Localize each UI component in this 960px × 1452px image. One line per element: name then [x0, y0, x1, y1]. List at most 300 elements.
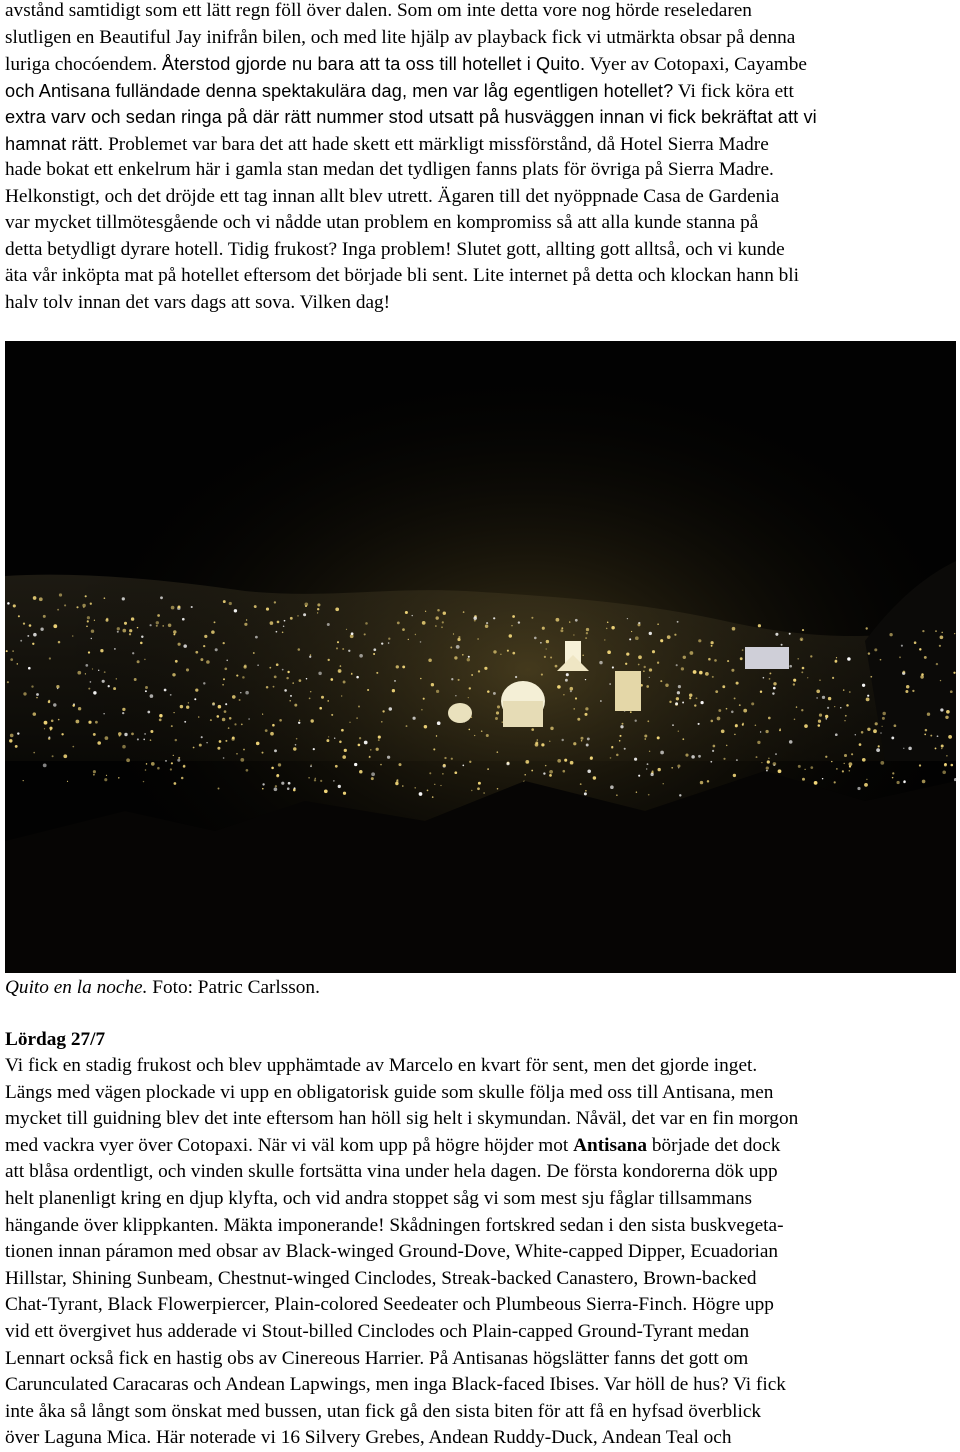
- text-segment: hade bokat ett enkelrum här i gamla stan medan det tydligen fanns plats för övriga på Sierra Madre.: [5, 159, 774, 180]
- city-light: [59, 593, 62, 596]
- city-light: [371, 777, 374, 780]
- city-light: [570, 687, 574, 691]
- city-light: [67, 781, 68, 782]
- city-light: [874, 648, 877, 651]
- city-light: [453, 633, 454, 634]
- city-light: [203, 682, 205, 684]
- city-light: [768, 717, 771, 720]
- city-light: [657, 662, 659, 664]
- city-light: [298, 722, 300, 724]
- city-light: [36, 693, 39, 696]
- text-line: [5, 1292, 774, 1318]
- city-light: [851, 753, 853, 755]
- city-light: [862, 684, 865, 687]
- city-light: [405, 611, 408, 614]
- city-light: [44, 728, 45, 729]
- city-light: [64, 604, 66, 606]
- city-light: [671, 767, 673, 769]
- city-light: [892, 772, 894, 774]
- city-light: [677, 621, 679, 623]
- city-light: [849, 762, 853, 766]
- city-light: [392, 689, 395, 692]
- city-light: [143, 781, 144, 782]
- city-light: [321, 696, 324, 699]
- city-light: [840, 707, 841, 708]
- city-light: [801, 671, 803, 673]
- text-segment: att blåsa ordentligt, och vinden skulle fortsätta vina under hela dagen. De första kondorerna dök upp: [5, 1161, 778, 1183]
- city-light: [254, 605, 257, 608]
- city-light: [223, 642, 225, 644]
- city-light: [649, 668, 652, 671]
- city-light: [85, 664, 88, 667]
- city-light: [497, 705, 500, 708]
- city-light: [739, 704, 741, 706]
- text-segment: började det dock: [647, 1134, 781, 1156]
- city-light: [23, 780, 24, 781]
- city-light: [924, 734, 926, 736]
- city-light: [441, 626, 443, 628]
- city-light: [919, 648, 921, 650]
- city-light: [175, 739, 177, 741]
- city-light: [541, 743, 544, 746]
- city-light: [714, 659, 717, 662]
- city-light: [867, 728, 870, 731]
- city-light: [214, 621, 216, 623]
- city-light: [48, 700, 50, 702]
- text-segment: mycket till guidning blev det inte eftersom han höll sig helt i skymundan. Nåväl, det var en fin morgon: [5, 1108, 799, 1130]
- city-light: [657, 736, 660, 739]
- city-light: [847, 657, 851, 661]
- city-light: [843, 689, 844, 690]
- city-light: [689, 697, 691, 699]
- city-light: [760, 731, 761, 732]
- text-line: [5, 1106, 798, 1132]
- city-light: [170, 694, 172, 696]
- city-light: [849, 691, 851, 693]
- city-light: [331, 714, 333, 716]
- city-light: [763, 677, 765, 679]
- city-light: [274, 749, 277, 752]
- city-light: [218, 705, 222, 709]
- city-light: [677, 764, 680, 767]
- city-light: [290, 695, 292, 697]
- city-light: [33, 712, 37, 716]
- city-light: [48, 736, 50, 738]
- city-light: [700, 701, 703, 704]
- city-light: [443, 764, 446, 767]
- city-light: [634, 758, 637, 761]
- city-light: [734, 697, 736, 699]
- city-light: [836, 657, 837, 658]
- city-light: [570, 690, 572, 692]
- city-light: [755, 725, 757, 727]
- city-light: [222, 718, 226, 722]
- city-light: [690, 651, 694, 655]
- city-light: [23, 692, 26, 695]
- city-light: [765, 730, 768, 733]
- city-light: [527, 762, 528, 763]
- city-light: [378, 739, 380, 741]
- city-light: [63, 754, 67, 758]
- city-light: [244, 664, 247, 667]
- city-light: [944, 763, 947, 766]
- city-light: [467, 658, 470, 661]
- city-light: [606, 628, 608, 630]
- city-light: [270, 732, 274, 736]
- city-light: [487, 768, 489, 770]
- text-segment: Carunculated Caracaras och Andean Lapwings, men inga Black-faced Ibises. Var höll de hus? Vi fick: [5, 1374, 786, 1396]
- city-light: [711, 720, 714, 723]
- city-light: [131, 617, 134, 620]
- city-light: [283, 625, 285, 627]
- city-light: [509, 634, 512, 637]
- city-light: [86, 625, 88, 627]
- city-light: [925, 729, 928, 732]
- city-light: [395, 782, 398, 785]
- city-light: [240, 692, 241, 693]
- city-light: [557, 759, 561, 763]
- city-light: [269, 667, 271, 669]
- city-light: [224, 667, 227, 670]
- city-light: [290, 617, 293, 620]
- city-light: [672, 724, 674, 726]
- city-light: [296, 738, 298, 740]
- city-light: [412, 615, 413, 616]
- city-light: [502, 721, 504, 723]
- city-light: [715, 690, 718, 693]
- city-light: [493, 617, 495, 619]
- city-light: [953, 672, 955, 674]
- city-light: [147, 711, 150, 714]
- city-light: [234, 609, 237, 612]
- city-light: [431, 683, 434, 686]
- city-light: [36, 697, 38, 699]
- city-light: [573, 634, 574, 635]
- city-light: [389, 707, 392, 710]
- city-light: [381, 721, 383, 723]
- text-segment: Helkonstigt, och det dröjde ett tag innan allt blev utrett. Ägaren till det nyöppnade Casa de Gardenia: [5, 185, 780, 207]
- city-light: [698, 639, 701, 642]
- city-light: [57, 609, 59, 611]
- city-light: [647, 763, 649, 765]
- city-light: [927, 713, 930, 716]
- city-light: [742, 649, 744, 651]
- city-light: [436, 616, 439, 619]
- city-light: [134, 678, 137, 681]
- city-light: [346, 629, 347, 630]
- city-light: [218, 788, 220, 790]
- city-light: [810, 766, 813, 769]
- city-light: [880, 732, 882, 734]
- city-light: [855, 734, 856, 735]
- city-light: [122, 597, 125, 600]
- city-light: [376, 672, 378, 674]
- city-light: [638, 655, 642, 659]
- city-light: [276, 663, 279, 666]
- text-line: [5, 184, 779, 210]
- city-light: [866, 627, 868, 629]
- city-light: [469, 761, 471, 763]
- city-light: [342, 755, 346, 759]
- city-light: [132, 652, 134, 654]
- city-light: [223, 757, 225, 759]
- city-light: [731, 669, 734, 672]
- city-light: [828, 697, 831, 700]
- city-light: [186, 668, 189, 671]
- city-light: [229, 602, 232, 605]
- city-light: [344, 749, 347, 752]
- city-light: [371, 772, 375, 776]
- city-light: [866, 779, 867, 780]
- city-light: [281, 782, 284, 785]
- city-light: [818, 724, 821, 727]
- city-light: [930, 735, 932, 737]
- city-light: [286, 677, 288, 679]
- city-light: [143, 739, 145, 741]
- city-light: [802, 629, 804, 631]
- city-light: [204, 635, 207, 638]
- text-segment: luriga chocóendem.: [5, 54, 162, 75]
- city-light: [150, 730, 153, 733]
- city-light: [859, 743, 862, 746]
- city-light: [722, 685, 725, 688]
- city-light: [629, 638, 631, 640]
- city-light: [93, 770, 96, 773]
- city-light: [760, 690, 762, 692]
- city-light: [398, 763, 401, 766]
- city-light: [146, 763, 148, 765]
- city-light: [98, 670, 99, 671]
- city-light: [832, 677, 834, 679]
- city-light: [862, 758, 866, 762]
- city-light: [497, 751, 499, 753]
- text-segment: och Antisana fulländade denna spektakulära dag, men var låg egentligen hotellet?: [5, 80, 674, 101]
- city-light: [122, 712, 124, 714]
- city-light: [320, 780, 322, 782]
- city-light: [648, 794, 650, 796]
- city-light: [340, 665, 342, 667]
- city-light: [819, 680, 820, 681]
- city-light: [462, 765, 464, 767]
- city-light: [343, 792, 346, 795]
- city-light: [846, 704, 849, 707]
- city-light: [275, 785, 277, 787]
- city-light: [88, 721, 91, 724]
- city-light: [102, 680, 105, 683]
- city-light: [231, 737, 234, 740]
- city-light: [454, 771, 457, 774]
- city-light: [294, 704, 297, 707]
- text-line: [5, 1133, 780, 1159]
- city-light: [951, 764, 954, 767]
- city-light: [210, 719, 212, 721]
- city-light: [908, 747, 912, 751]
- city-light: [946, 755, 948, 757]
- city-light: [561, 739, 563, 741]
- city-light: [546, 648, 547, 649]
- city-light: [349, 722, 350, 723]
- city-light: [849, 770, 851, 772]
- city-light: [191, 606, 193, 608]
- city-light: [512, 652, 515, 655]
- city-light: [397, 622, 400, 625]
- city-light: [271, 767, 274, 770]
- city-light: [437, 609, 440, 612]
- city-light: [675, 702, 678, 705]
- city-light: [560, 629, 563, 632]
- city-light: [644, 735, 647, 738]
- text-segment: Hillstar, Shining Sunbeam, Chestnut-winged Cinclodes, Streak-backed Canastero, Brown-backed: [5, 1267, 757, 1289]
- city-light: [336, 647, 338, 649]
- city-light: [317, 612, 318, 613]
- city-light: [85, 595, 87, 597]
- city-light: [18, 615, 20, 617]
- city-light: [794, 719, 796, 721]
- city-light: [223, 600, 226, 603]
- city-light: [33, 633, 37, 637]
- city-light: [584, 713, 587, 716]
- city-light: [585, 707, 588, 710]
- text-segment: med vackra vyer över Cotopaxi. När vi väl kom upp på högre höjder mot: [5, 1134, 574, 1156]
- city-light: [225, 740, 227, 742]
- city-light: [545, 765, 546, 766]
- city-light: [274, 787, 278, 791]
- city-light: [484, 667, 487, 670]
- city-light: [118, 777, 119, 778]
- city-light: [114, 648, 116, 650]
- city-light: [493, 650, 496, 653]
- city-light: [186, 706, 189, 709]
- city-light: [91, 638, 92, 639]
- city-light: [328, 736, 329, 737]
- city-light: [678, 685, 681, 688]
- city-light: [88, 688, 90, 690]
- city-light: [364, 633, 366, 635]
- city-light: [243, 749, 245, 751]
- city-light: [43, 764, 47, 768]
- city-light: [222, 684, 224, 686]
- text-segment: Chat-Tyrant, Black Flowerpiercer, Plain-colored Seedeater och Plumbeous Sierra-Finch. Högre upp: [5, 1294, 774, 1316]
- city-light: [506, 762, 509, 765]
- text-segment: Återstod gjorde nu bara att ta oss till hotellet i Quito.: [161, 54, 586, 74]
- text-line: [5, 1159, 778, 1185]
- city-light: [91, 629, 94, 632]
- city-light: [373, 653, 375, 655]
- city-light: [802, 778, 805, 781]
- city-light: [638, 664, 640, 666]
- city-light: [575, 619, 578, 622]
- text-line: [5, 237, 785, 263]
- city-light: [255, 636, 258, 639]
- city-light: [471, 674, 473, 676]
- city-light: [317, 608, 319, 610]
- city-light: [40, 628, 43, 631]
- city-light: [836, 768, 838, 770]
- city-light: [9, 739, 12, 742]
- city-light: [351, 632, 354, 635]
- city-light: [52, 755, 54, 757]
- city-light: [380, 764, 382, 766]
- city-light: [712, 676, 714, 678]
- city-light: [707, 780, 709, 782]
- city-light: [903, 748, 904, 749]
- text-segment: hängande över klippkanten. Mäkta imponerande! Skådningen fortskred sedan i den sista buskvegeta-: [5, 1214, 784, 1236]
- city-light: [679, 794, 681, 796]
- city-light: [184, 721, 186, 723]
- city-light: [334, 738, 335, 739]
- text-segment: var mycket tillmötesgående och vi nådde utan problem en kompromiss så att alla kunde stanna på: [5, 212, 759, 233]
- city-light: [919, 764, 921, 766]
- city-light: [542, 627, 545, 630]
- city-light: [507, 650, 509, 652]
- city-light: [326, 739, 329, 742]
- city-light: [477, 787, 480, 790]
- city-light: [370, 749, 371, 750]
- city-light: [844, 720, 845, 721]
- city-light: [766, 766, 769, 769]
- city-light: [868, 652, 870, 654]
- text-line: [5, 104, 817, 131]
- city-light: [104, 778, 107, 781]
- city-light: [31, 685, 33, 687]
- city-light: [727, 660, 729, 662]
- city-light: [206, 742, 207, 743]
- city-light: [721, 729, 725, 733]
- city-light: [599, 661, 602, 664]
- city-light: [333, 780, 334, 781]
- city-light: [515, 676, 517, 678]
- city-light: [387, 756, 390, 759]
- city-light: [914, 641, 917, 644]
- city-light: [94, 620, 95, 621]
- city-light: [698, 755, 701, 758]
- city-light: [818, 720, 821, 723]
- city-light: [496, 711, 499, 714]
- city-light: [636, 791, 637, 792]
- city-light: [789, 665, 792, 668]
- city-light: [677, 691, 680, 694]
- city-light: [151, 762, 155, 766]
- city-light: [610, 757, 612, 759]
- city-light: [541, 674, 543, 676]
- city-light: [561, 627, 563, 629]
- city-light: [789, 740, 793, 744]
- city-light: [178, 643, 181, 646]
- text-line: [5, 1319, 749, 1345]
- city-light: [827, 707, 829, 709]
- city-light: [616, 794, 617, 795]
- city-light: [406, 725, 408, 727]
- city-light: [141, 636, 143, 638]
- city-light: [694, 704, 696, 706]
- city-light: [72, 704, 74, 706]
- city-light: [51, 720, 54, 723]
- city-light: [619, 740, 621, 742]
- city-light: [122, 745, 126, 749]
- city-light: [195, 688, 198, 691]
- city-light: [550, 727, 553, 730]
- city-light: [705, 672, 709, 676]
- city-light: [912, 690, 914, 692]
- city-light: [531, 770, 533, 772]
- city-light: [277, 621, 280, 624]
- city-light: [156, 625, 158, 627]
- city-light: [660, 639, 663, 642]
- city-light: [7, 681, 9, 683]
- city-light: [800, 638, 804, 642]
- city-light: [775, 633, 778, 636]
- city-light: [611, 626, 614, 629]
